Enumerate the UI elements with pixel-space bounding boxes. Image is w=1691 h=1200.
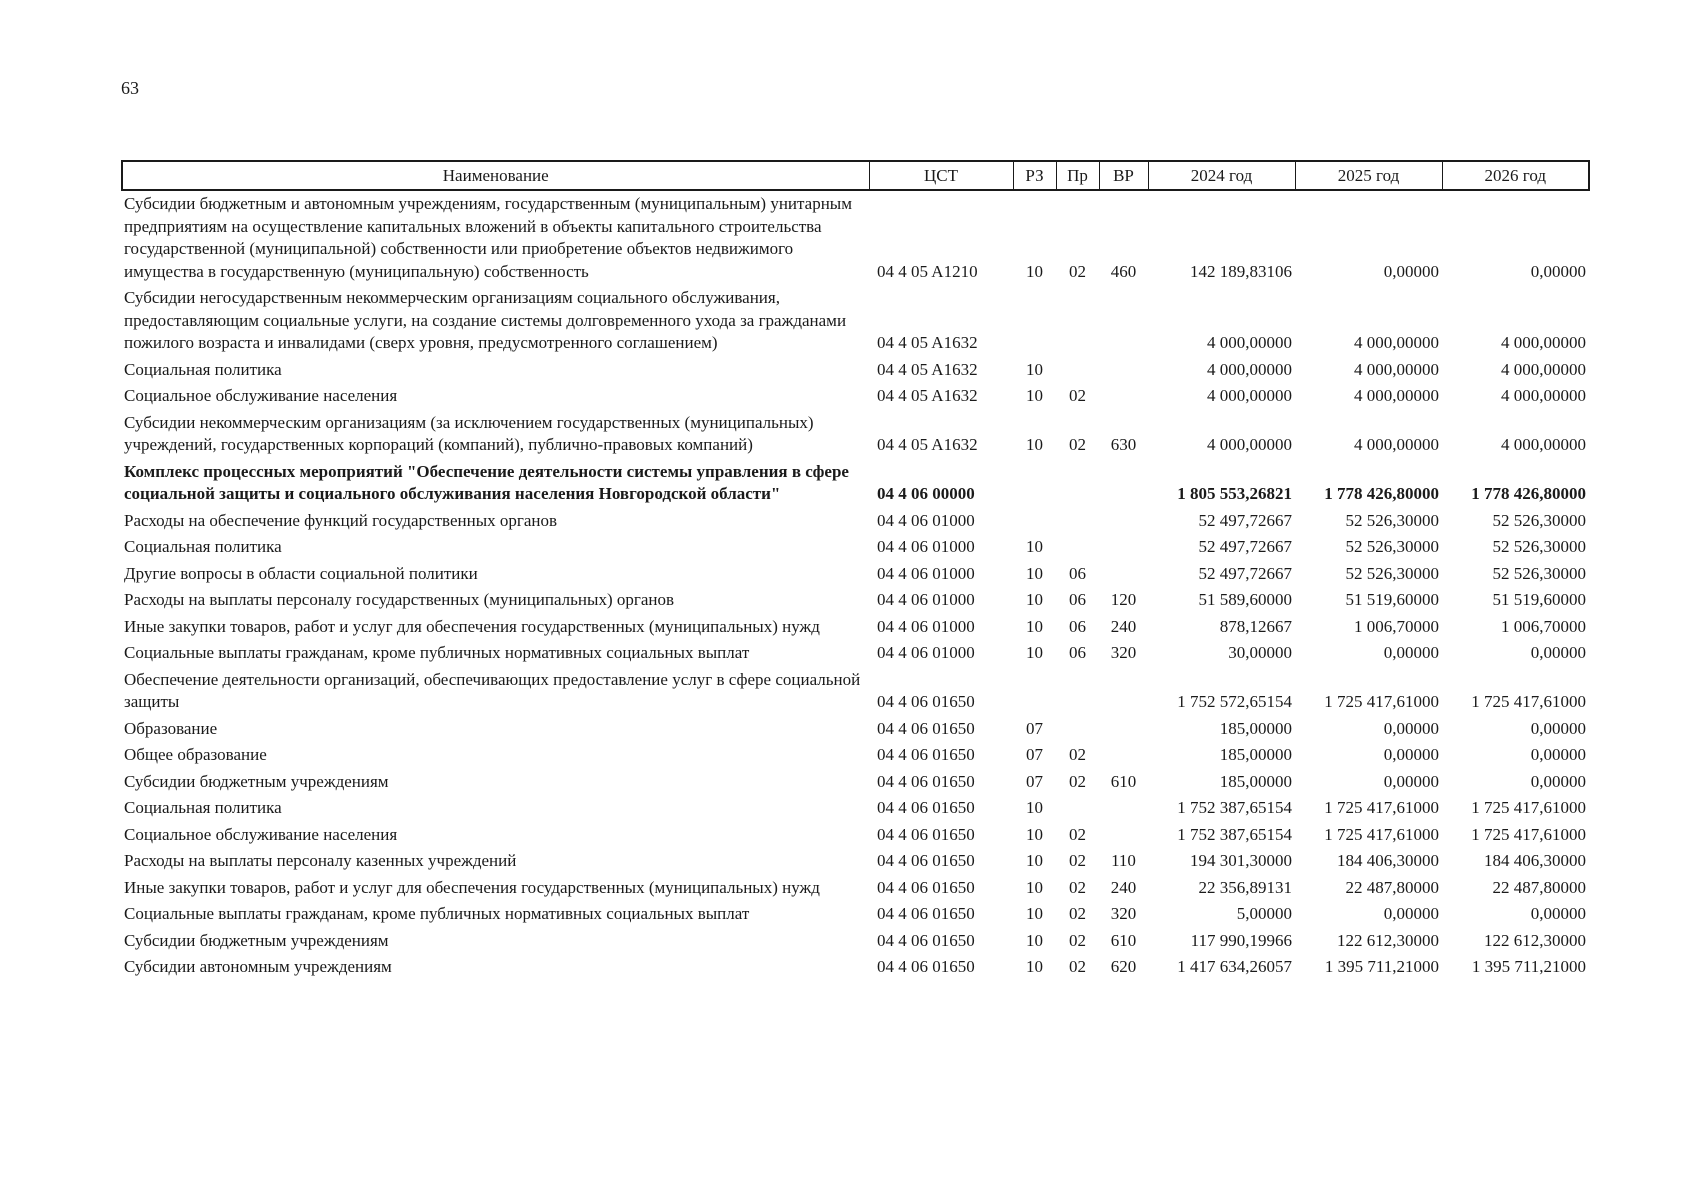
cell-2026: 52 526,30000 (1492, 510, 1586, 530)
cell-vr (1099, 285, 1148, 357)
cell-2024: 5,00000 (1236, 904, 1292, 923)
cell-cst: 04 4 06 01000 (877, 510, 975, 530)
cell-rz (1013, 667, 1056, 716)
cell-2024: 4 000,00000 (1207, 386, 1292, 405)
cell-name: Субсидии бюджетным и автономным учреждениям, государственным (муниципальным) унитарным предприятиям на осуществление капитальных вложений в объекты капитального строительства государственной (муниципальной) собственности или приобретение объектов недвижимого имущества в государственную (муниципальную) собственность (124, 194, 852, 281)
cell-vr (1099, 795, 1148, 822)
cell-name: Субсидии бюджетным учреждениям (124, 930, 389, 950)
cell-name: Образование (124, 718, 218, 738)
cell-pr: 02 (1069, 261, 1086, 281)
table-row (122, 795, 1589, 822)
cell-2026: 0,00000 (1530, 261, 1586, 281)
cell-vr (1099, 357, 1148, 384)
cell-vr (1099, 383, 1148, 410)
cell-pr: 02 (1069, 824, 1086, 844)
cell-pr (1056, 534, 1099, 561)
cell-2024: 52 497,72667 (1198, 563, 1292, 583)
cell-cst: 04 4 05 A1632 (877, 435, 978, 454)
cell-vr: 460 (1110, 261, 1137, 281)
cell-rz: 10 (1026, 537, 1043, 556)
table-row (122, 383, 1589, 410)
cell-name: Субсидии негосударственным некоммерческим организациям социального обслуживания, предоставляющим социальные услуги, на создание системы долговременного ухода за гражданами пожилого возраста и инвалидами (сверх уровня, предусмотренного соглашением) (124, 288, 847, 352)
cell-name: Расходы на выплаты персоналу государственных (муниципальных) органов (124, 590, 674, 609)
cell-2025: 0,00000 (1383, 261, 1439, 281)
cell-name: Субсидии бюджетным учреждениям (124, 771, 389, 791)
cell-vr: 120 (1110, 590, 1137, 609)
cell-2026: 4 000,00000 (1501, 435, 1586, 454)
cell-name: Иные закупки товаров, работ и услуг для обеспечения государственных (муниципальных) нужд (124, 877, 820, 897)
cell-2025: 52 526,30000 (1345, 537, 1439, 556)
cell-2024: 22 356,89131 (1198, 877, 1292, 897)
cell-name: Иные закупки товаров, работ и услуг для обеспечения государственных (муниципальных) нужд (124, 616, 820, 636)
cell-cst: 04 4 06 01650 (877, 824, 975, 844)
cell-rz: 10 (1026, 904, 1043, 923)
cell-pr: 02 (1069, 930, 1086, 950)
cell-2024: 142 189,83106 (1190, 261, 1292, 281)
cell-pr: 02 (1069, 386, 1086, 405)
cell-pr: 06 (1069, 590, 1086, 609)
cell-pr: 02 (1069, 957, 1086, 976)
table-header-row (122, 161, 1589, 190)
cell-name: Социальное обслуживание населения (124, 386, 398, 405)
table-row (122, 561, 1589, 588)
table-row (122, 742, 1589, 769)
cell-2026: 0,00000 (1530, 771, 1586, 791)
cell-rz: 10 (1026, 435, 1043, 454)
table-row (122, 534, 1589, 561)
cell-2025: 0,00000 (1383, 745, 1439, 764)
cell-name: Социальные выплаты гражданам, кроме публичных нормативных социальных выплат (124, 643, 750, 662)
cell-2026: 4 000,00000 (1501, 333, 1586, 352)
cell-name: Расходы на обеспечение функций государственных органов (124, 510, 558, 530)
table-row (122, 848, 1589, 875)
header-2024: 2024 год (1148, 161, 1295, 190)
header-cst: ЦСТ (869, 161, 1013, 190)
cell-2024: 185,00000 (1219, 745, 1292, 764)
cell-2026: 0,00000 (1530, 745, 1586, 764)
cell-rz (1013, 508, 1056, 535)
cell-name: Социальные выплаты гражданам, кроме публичных нормативных социальных выплат (124, 904, 750, 923)
cell-cst: 04 4 06 01650 (877, 904, 975, 923)
cell-2025: 184 406,30000 (1337, 851, 1439, 870)
cell-rz: 10 (1026, 386, 1043, 405)
cell-rz: 10 (1026, 261, 1043, 281)
cell-2026: 4 000,00000 (1501, 359, 1586, 379)
cell-rz: 10 (1026, 877, 1043, 897)
header-pr: Пр (1056, 161, 1099, 190)
cell-2025: 1 395 711,21000 (1324, 957, 1439, 976)
cell-2026: 1 395 711,21000 (1471, 957, 1586, 976)
table-row (122, 875, 1589, 902)
cell-2026: 122 612,30000 (1484, 930, 1586, 950)
cell-vr: 620 (1110, 957, 1137, 976)
cell-name: Обеспечение деятельности организаций, обеспечивающих предоставление услуг в сфере социальной защиты (124, 669, 861, 711)
cell-2026: 1 725 417,61000 (1471, 798, 1586, 817)
cell-rz: 10 (1026, 616, 1043, 636)
cell-2026: 52 526,30000 (1492, 563, 1586, 583)
cell-pr: 06 (1069, 616, 1086, 636)
header-vr: ВР (1099, 161, 1148, 190)
cell-vr: 240 (1110, 616, 1137, 636)
cell-pr (1056, 667, 1099, 716)
cell-2026: 0,00000 (1530, 643, 1586, 662)
cell-2024: 51 589,60000 (1198, 590, 1292, 609)
table-row (122, 640, 1589, 667)
cell-2026: 51 519,60000 (1492, 590, 1586, 609)
cell-cst: 04 4 06 01650 (877, 930, 975, 950)
cell-2025: 1 725 417,61000 (1324, 824, 1439, 844)
cell-cst: 04 4 06 00000 (877, 484, 975, 503)
cell-cst: 04 4 06 01650 (877, 692, 975, 711)
cell-2025: 0,00000 (1383, 718, 1439, 738)
table-row (122, 508, 1589, 535)
cell-2025: 4 000,00000 (1354, 435, 1439, 454)
cell-name: Социальная политика (124, 359, 282, 379)
cell-rz (1013, 459, 1056, 508)
cell-2026: 1 778 426,80000 (1471, 484, 1586, 503)
table-row (122, 822, 1589, 849)
cell-2026: 1 725 417,61000 (1471, 824, 1586, 844)
table-row (122, 614, 1589, 641)
cell-vr: 110 (1111, 851, 1136, 870)
cell-rz: 07 (1026, 771, 1043, 791)
cell-2024: 52 497,72667 (1198, 537, 1292, 556)
cell-pr: 02 (1069, 904, 1086, 923)
cell-rz: 10 (1026, 957, 1043, 976)
cell-cst: 04 4 06 01650 (877, 771, 975, 791)
cell-name: Расходы на выплаты персоналу казенных учреждений (124, 851, 517, 870)
cell-vr (1099, 667, 1148, 716)
table-row (122, 769, 1589, 796)
cell-pr: 06 (1069, 563, 1086, 583)
cell-2026: 184 406,30000 (1484, 851, 1586, 870)
header-name: Наименование (122, 161, 869, 190)
cell-vr: 610 (1110, 930, 1137, 950)
cell-vr (1099, 822, 1148, 849)
table-row (122, 285, 1589, 357)
cell-2024: 185,00000 (1219, 718, 1292, 738)
cell-name: Социальное обслуживание населения (124, 824, 398, 844)
cell-2025: 51 519,60000 (1345, 590, 1439, 609)
budget-table (121, 160, 1590, 981)
cell-vr: 320 (1110, 904, 1137, 923)
cell-name: Комплекс процессных мероприятий "Обеспечение деятельности системы управления в сфере социальной защиты и социального обслуживания населения Новгородской области" (124, 461, 849, 503)
table-row (122, 928, 1589, 955)
cell-2025: 1 006,70000 (1354, 616, 1439, 636)
cell-name: Субсидии автономным учреждениям (124, 957, 392, 976)
cell-cst: 04 4 06 01000 (877, 563, 975, 583)
cell-rz: 10 (1026, 643, 1043, 662)
cell-pr: 02 (1069, 771, 1086, 791)
cell-cst: 04 4 06 01650 (877, 957, 975, 976)
cell-name: Другие вопросы в области социальной политики (124, 563, 478, 583)
cell-2024: 1 417 634,26057 (1177, 957, 1292, 976)
cell-cst: 04 4 05 A1632 (877, 333, 978, 352)
cell-pr (1056, 795, 1099, 822)
cell-cst: 04 4 05 A1210 (877, 261, 978, 281)
cell-rz: 10 (1026, 851, 1043, 870)
cell-rz (1013, 285, 1056, 357)
cell-vr: 630 (1110, 435, 1137, 454)
cell-pr (1056, 716, 1099, 743)
cell-cst: 04 4 06 01000 (877, 643, 975, 662)
cell-2024: 185,00000 (1219, 771, 1292, 791)
cell-pr (1056, 459, 1099, 508)
cell-2026: 0,00000 (1530, 904, 1586, 923)
cell-cst: 04 4 06 01650 (877, 745, 975, 764)
cell-2024: 117 990,19966 (1190, 930, 1292, 950)
cell-vr: 610 (1110, 771, 1137, 791)
cell-2025: 4 000,00000 (1354, 386, 1439, 405)
cell-rz: 10 (1026, 798, 1043, 817)
cell-rz: 10 (1026, 824, 1043, 844)
cell-cst: 04 4 06 01000 (877, 616, 975, 636)
cell-pr: 02 (1069, 851, 1086, 870)
cell-2025: 1 778 426,80000 (1324, 484, 1439, 503)
cell-cst: 04 4 06 01650 (877, 851, 975, 870)
cell-rz: 07 (1026, 745, 1043, 764)
cell-2024: 1 805 553,26821 (1177, 484, 1292, 503)
cell-2025: 52 526,30000 (1345, 510, 1439, 530)
table-row (122, 459, 1589, 508)
table-row (122, 357, 1589, 384)
cell-cst: 04 4 05 A1632 (877, 359, 978, 379)
header-2025: 2025 год (1295, 161, 1442, 190)
cell-2024: 52 497,72667 (1198, 510, 1292, 530)
cell-pr (1056, 508, 1099, 535)
cell-rz: 10 (1026, 590, 1043, 609)
cell-2024: 30,00000 (1228, 643, 1292, 662)
cell-2025: 22 487,80000 (1345, 877, 1439, 897)
table-row (122, 587, 1589, 614)
cell-2024: 1 752 387,65154 (1177, 824, 1292, 844)
header-2026: 2026 год (1442, 161, 1589, 190)
table-row (122, 954, 1589, 981)
cell-cst: 04 4 06 01650 (877, 877, 975, 897)
cell-vr (1099, 561, 1148, 588)
cell-2026: 1 725 417,61000 (1471, 692, 1586, 711)
cell-cst: 04 4 06 01650 (877, 798, 975, 817)
cell-vr (1099, 742, 1148, 769)
cell-vr (1099, 716, 1148, 743)
table-row (122, 667, 1589, 716)
cell-2025: 4 000,00000 (1354, 333, 1439, 352)
cell-vr (1099, 508, 1148, 535)
cell-2024: 4 000,00000 (1207, 359, 1292, 379)
cell-name: Общее образование (124, 745, 267, 764)
cell-name: Социальная политика (124, 537, 282, 556)
cell-pr: 02 (1069, 877, 1086, 897)
cell-2025: 4 000,00000 (1354, 359, 1439, 379)
cell-rz: 07 (1026, 718, 1043, 738)
cell-name: Субсидии некоммерческим организациям (за исключением государственных (муниципальных) учреждений, государственных корпораций (компаний), публично-правовых компаний) (124, 412, 814, 454)
cell-2025: 0,00000 (1383, 771, 1439, 791)
cell-cst: 04 4 06 01650 (877, 718, 975, 738)
page-number: 63 (121, 78, 139, 98)
cell-pr (1056, 285, 1099, 357)
cell-vr (1099, 534, 1148, 561)
cell-2024: 1 752 387,65154 (1177, 798, 1292, 817)
cell-2025: 0,00000 (1383, 904, 1439, 923)
cell-pr: 02 (1069, 435, 1086, 454)
cell-2025: 1 725 417,61000 (1324, 798, 1439, 817)
cell-2024: 1 752 572,65154 (1177, 692, 1292, 711)
cell-2026: 22 487,80000 (1492, 877, 1586, 897)
cell-cst: 04 4 06 01000 (877, 537, 975, 556)
cell-vr: 320 (1110, 643, 1137, 662)
cell-2025: 52 526,30000 (1345, 563, 1439, 583)
table-row (122, 716, 1589, 743)
cell-rz: 10 (1026, 359, 1043, 379)
cell-pr (1056, 357, 1099, 384)
table-body (122, 190, 1589, 981)
header-rz: РЗ (1013, 161, 1056, 190)
table-row (122, 901, 1589, 928)
cell-vr: 240 (1110, 877, 1137, 897)
table-row (122, 410, 1589, 459)
cell-rz: 10 (1026, 563, 1043, 583)
cell-name: Социальная политика (124, 798, 282, 817)
cell-vr (1099, 459, 1148, 508)
cell-pr: 06 (1069, 643, 1086, 662)
cell-rz: 10 (1026, 930, 1043, 950)
cell-2026: 0,00000 (1530, 718, 1586, 738)
cell-cst: 04 4 05 A1632 (877, 386, 978, 405)
cell-2026: 1 006,70000 (1501, 616, 1586, 636)
cell-2024: 4 000,00000 (1207, 333, 1292, 352)
cell-2026: 52 526,30000 (1492, 537, 1586, 556)
cell-2026: 4 000,00000 (1501, 386, 1586, 405)
cell-2025: 0,00000 (1383, 643, 1439, 662)
cell-pr: 02 (1069, 745, 1086, 764)
table-row (122, 190, 1589, 285)
cell-2025: 122 612,30000 (1337, 930, 1439, 950)
cell-cst: 04 4 06 01000 (877, 590, 975, 609)
cell-2024: 878,12667 (1219, 616, 1292, 636)
cell-2024: 4 000,00000 (1207, 435, 1292, 454)
cell-2025: 1 725 417,61000 (1324, 692, 1439, 711)
cell-2024: 194 301,30000 (1190, 851, 1292, 870)
